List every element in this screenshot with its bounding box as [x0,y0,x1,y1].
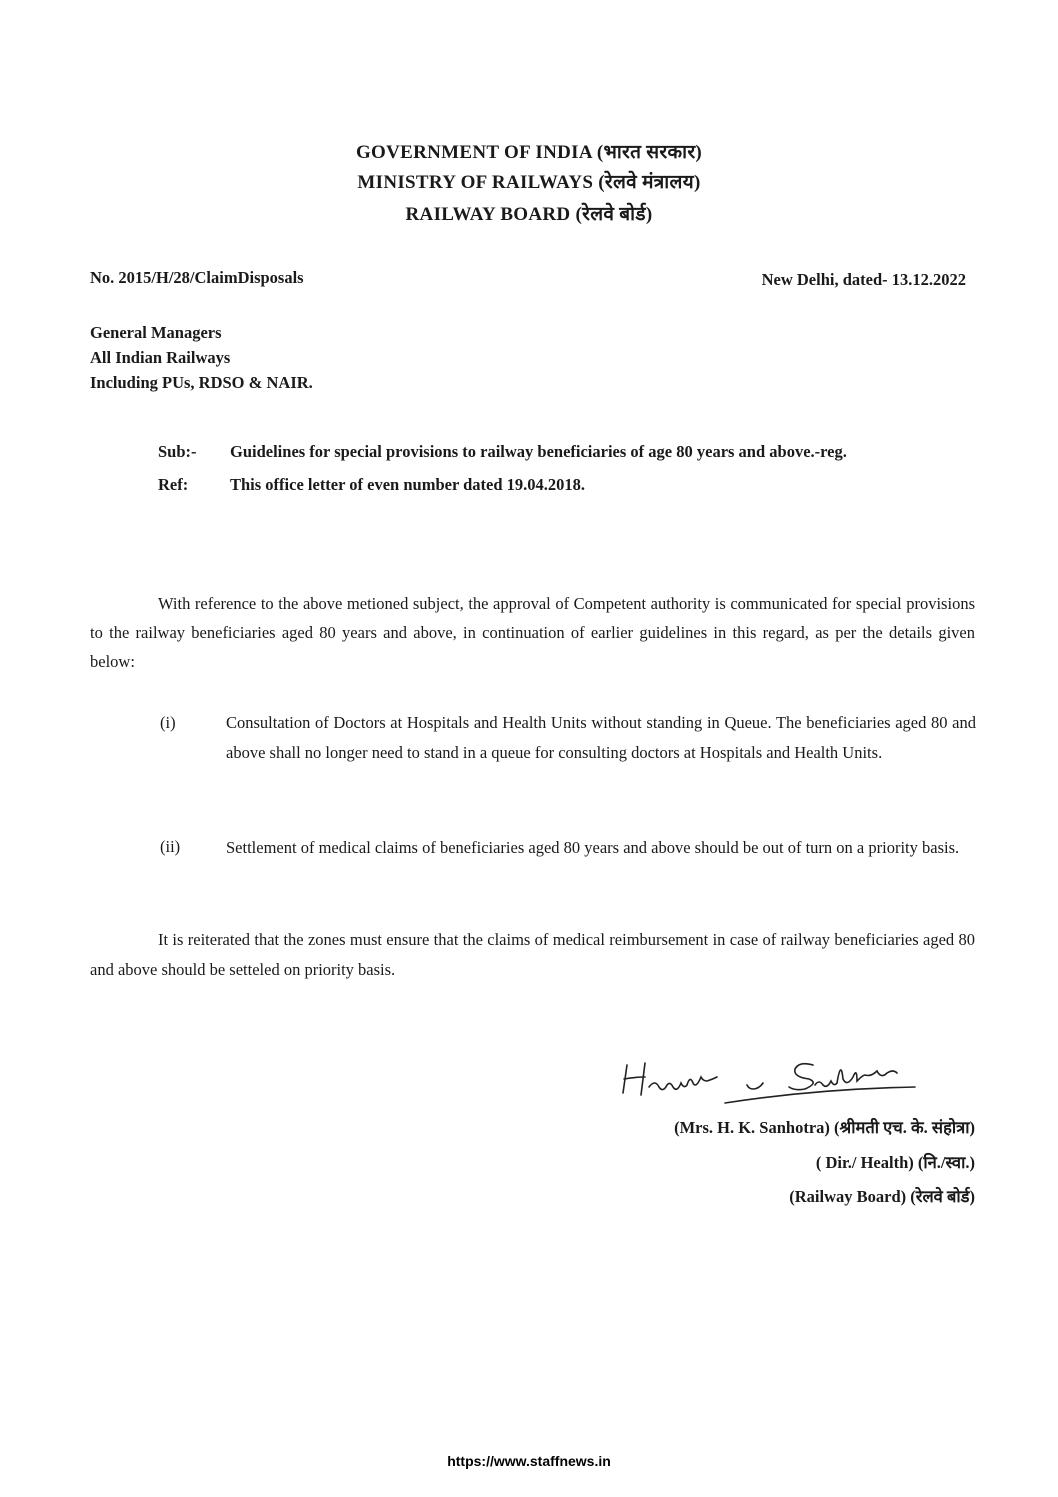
item-text: Settlement of medical claims of beneficiaries aged 80 years and above should be out of turn on a priority basis. [226,838,960,857]
header-board: RAILWAY BOARD (रेलवे बोर्ड) [405,204,653,225]
closing-text: It is reiterated that the zones must ensure that the claims of medical reimbursement in case of railway beneficiaries aged 80 and above should be setteled on priority basis. [90,930,975,979]
signatory-office: (Railway Board) (रेलवे बोर्ड) [789,1187,975,1206]
header-government: GOVERNMENT OF INDIA (भारत सरकार) [355,142,703,163]
addressee-line: All Indian Railways [90,348,231,367]
signatory-name: (Mrs. H. K. Sanhotra) (श्रीमती एच. के. संहोत्रा) [674,1118,975,1137]
letter-date: New Delhi, dated- 13.12.2022 [761,270,966,289]
letter-number: No. 2015/H/28/ClaimDisposals [90,268,304,287]
signatory-designation: ( Dir./ Health) (नि./स्वा.) [815,1153,975,1172]
item-number: (ii) [160,837,181,856]
addressee-line: General Managers [90,323,222,342]
subject-text: Guidelines for special provisions to railway beneficiaries of age 80 years and above.-reg. [230,442,847,461]
item-number: (i) [160,713,176,732]
addressee [90,320,313,395]
addressee-line: Including PUs, RDSO & NAIR. [90,373,313,392]
reference-label: Ref: [158,475,189,494]
handwritten-signature [615,1055,955,1115]
header-ministry: MINISTRY OF RAILWAYS (रेलवे मंत्रालय) [357,172,701,193]
subject-label: Sub:- [158,442,197,461]
closing-paragraph [90,925,975,985]
list-item [160,708,976,768]
intro-paragraph: With reference to the above metioned subject, the approval of Competent authority is communicated for special provisions to the railway beneficiaries aged 80 years and above, in continuation of earlier guidelines in this regard, as per the details given below: [90,594,975,671]
reference-text: This office letter of even number dated 19.04.2018. [230,475,586,494]
footer-url: https://www.staffnews.in [447,1453,611,1469]
list-item [160,832,976,863]
subject-block [158,437,978,500]
item-text: Consultation of Doctors at Hospitals and Health Units without standing in Queue. The beneficiaries aged 80 and above shall no longer need to stand in a queue for consulting doctors at Hospitals and Health Units. [226,713,976,762]
